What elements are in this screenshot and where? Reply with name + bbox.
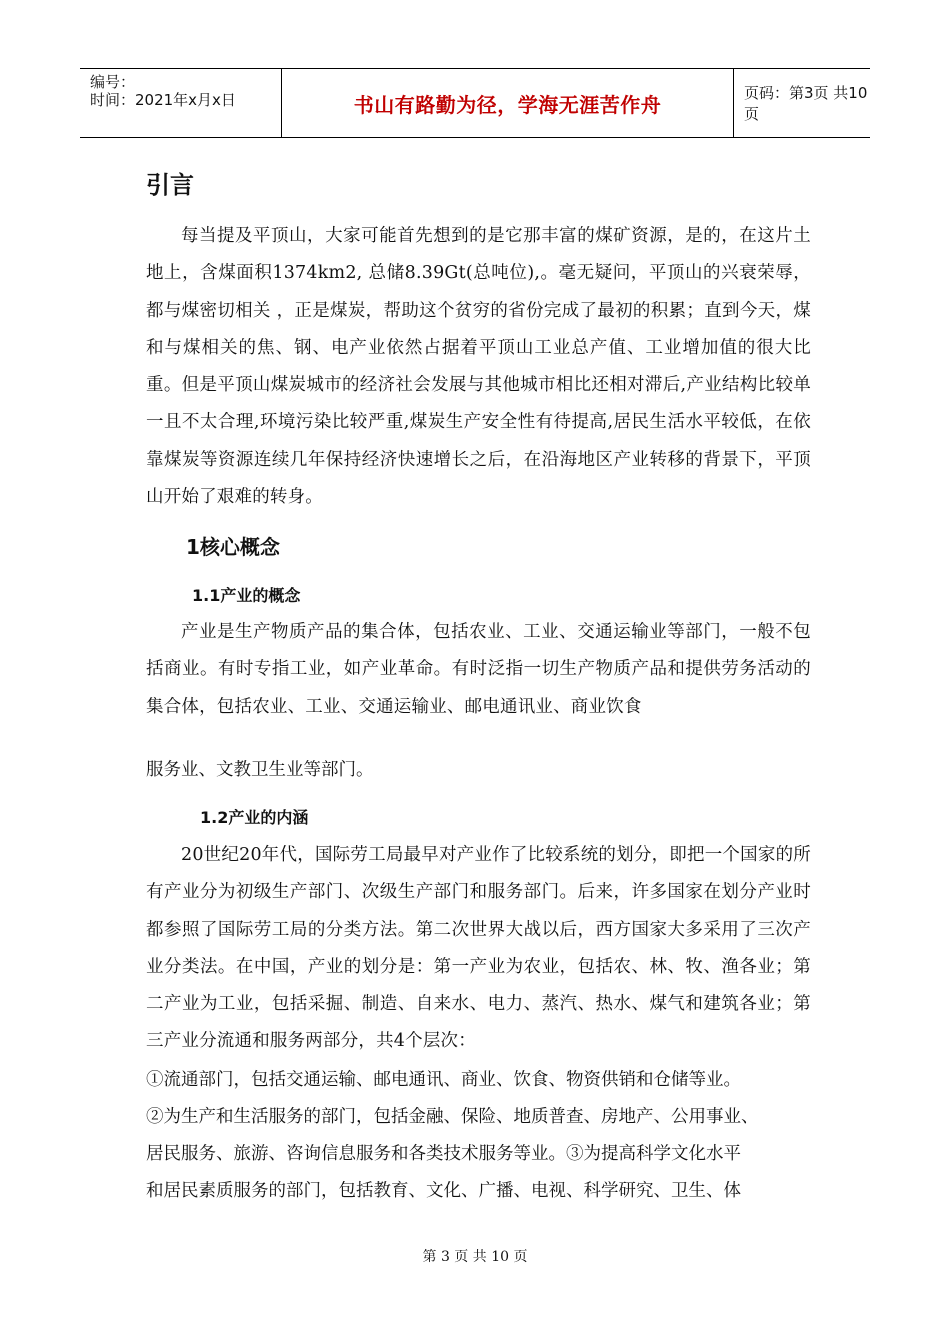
subsection-1-2-line: 居民服务、旅游、咨询信息服务和各类技术服务等业。③为提高科学文化水平 bbox=[146, 1144, 741, 1164]
subsection-1-2-line: 和居民素质服务的部门，包括教育、文化、广播、电视、科学研究、卫生、体 bbox=[146, 1181, 741, 1201]
header-meta-cell bbox=[80, 69, 281, 137]
intro-heading: 引言 bbox=[146, 171, 194, 199]
subsection-1-2-paragraph: 20世纪20年代，国际劳工局最早对产业作了比较系统的划分，即把一个国家的所有产业分为初级生产部门、次级生产部门和服务部门。后来，许多国家在划分产业时都参照了国际劳工局的分类方法。第二次世界大战以后，西方国家大多采用了三次产业分类法。在中国，产业的划分是：第一产业为农业，包括农、林、牧、渔各业；第二产业为工业，包括采掘、制造、自来水、电力、蒸汽、热水、煤气和建筑各业；第三产业分流通和服务两部分，共4个层次： bbox=[146, 845, 811, 1052]
subsection-1-2-line: ①流通部门，包括交通运输、邮电通讯、商业、饮食、物资供销和仓储等业。 bbox=[146, 1070, 741, 1090]
page-header bbox=[80, 68, 870, 138]
header-page-info: 页码：第3页 共10页 bbox=[744, 84, 868, 123]
header-page-cell bbox=[734, 69, 870, 137]
document-number-label: 编号： bbox=[90, 73, 136, 91]
document-date-label: 时间：2021年x月x日 bbox=[90, 91, 236, 109]
page-footer: 第 3 页 共 10 页 bbox=[422, 1249, 528, 1265]
subsection-heading-1-1: 1.1产业的概念 bbox=[192, 586, 301, 605]
intro-paragraph: 每当提及平顶山，大家可能首先想到的是它那丰富的煤矿资源，是的，在这片土地上，含煤面积1374km2, 总储8.39Gt(总吨位),。毫无疑问，平顶山的兴衰荣辱，都与煤密切相关 ，正是煤炭，帮助这个贫穷的省份完成了最初的积累；直到今天，煤和与煤相关的焦、钢、电产业依然占据着平顶山工业总产值、工业增加值的很大比重。但是平顶山煤炭城市的经济社会发展与其他城市相比还相对滞后,产业结构比较单一且不太合理,环境污染比较严重,煤炭生产安全性有待提高,居民生活水平较低，在依靠煤炭等资源连续几年保持经济快速增长之后，在沿海地区产业转移的背景下，平顶山开始了艰难的转身。 bbox=[146, 226, 811, 508]
subsection-1-2-line: ②为生产和生活服务的部门，包括金融、保险、地质普查、房地产、公用事业、 bbox=[146, 1107, 759, 1127]
header-motto: 书山有路勤为径，学海无涯苦作舟 bbox=[353, 92, 662, 117]
header-motto-cell bbox=[281, 69, 734, 137]
subsection-heading-1-2: 1.2产业的内涵 bbox=[200, 808, 309, 827]
section-heading-core-concepts: 1核心概念 bbox=[186, 535, 280, 559]
subsection-1-1-continuation: 服务业、文教卫生业等部门。 bbox=[146, 760, 374, 780]
subsection-1-1-paragraph: 产业是生产物质产品的集合体，包括农业、工业、交通运输业等部门，一般不包括商业。有时专指工业，如产业革命。有时泛指一切生产物质产品和提供劳务活动的集合体，包括农业、工业、交通运输业、邮电通讯业、商业饮食 bbox=[146, 622, 811, 717]
